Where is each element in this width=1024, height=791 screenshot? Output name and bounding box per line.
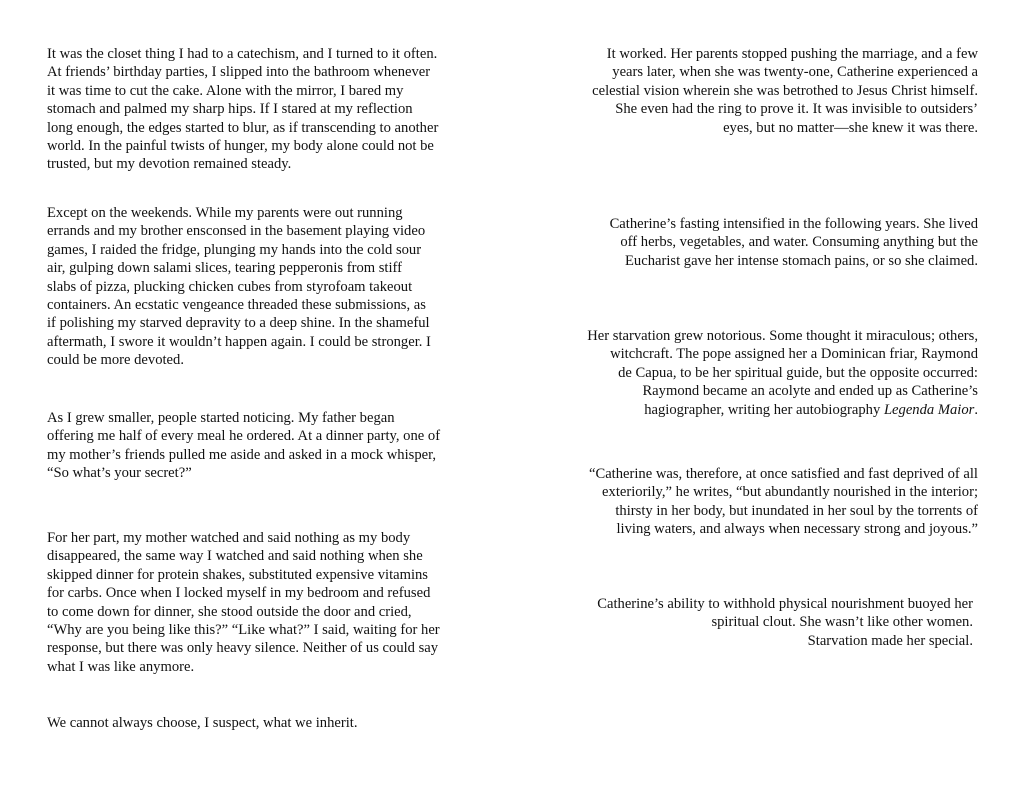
text-line: years later, when she was twenty-one, Catherine experienced a xyxy=(612,64,978,81)
text-line: slabs of pizza, plucking chicken cubes from styrofoam takeout xyxy=(47,278,413,295)
text-line: For her part, my mother watched and said nothing as my body xyxy=(47,530,411,546)
text-line: thirsty in her body, but inundated in her soul by the torrents of xyxy=(615,502,978,519)
text-line: what I was like anymore. xyxy=(47,658,195,675)
text-line: if polishing my starved depravity to a deep shine. In the shameful xyxy=(47,315,430,332)
text-line: Except on the weekends. While my parents were out running xyxy=(47,205,403,221)
text-line: witchcraft. The pope assigned her a Dominican friar, Raymond xyxy=(610,346,978,363)
paragraph-noticing xyxy=(47,409,440,483)
text-line: off herbs, vegetables, and water. Consuming anything but the xyxy=(620,234,978,251)
book-title: Legenda Maior xyxy=(883,401,975,418)
text-line: It was the closet thing I had to a catechism, and I turned to it often. xyxy=(47,46,438,62)
text-line: As I grew smaller, people started noticing. My father began xyxy=(47,410,395,426)
right-page xyxy=(545,0,978,791)
paragraph-mother xyxy=(47,529,440,676)
text-line: stomach and palmed my sharp hips. If I stared at my reflection xyxy=(47,101,413,118)
paragraph-it-worked xyxy=(592,45,978,137)
paragraph-starvation xyxy=(587,327,978,419)
paragraph-quote xyxy=(589,465,978,539)
text-line: de Capua, to be her spiritual guide, but the opposite occurred: xyxy=(618,364,978,381)
text-line: spiritual clout. She wasn’t like other women. xyxy=(711,614,973,631)
text-line: eyes, but no matter—she knew it was there. xyxy=(723,119,978,136)
text-line: living waters, and always when necessary strong and joyous.” xyxy=(616,521,978,538)
text-line: disappeared, the same way I watched and said nothing when she xyxy=(47,548,423,565)
text-line: errands and my brother ensconsed in the basement playing video xyxy=(47,223,426,240)
text-line-with-title xyxy=(587,401,978,419)
text-line: Starvation made her special. xyxy=(807,632,973,649)
text-fragment: hagiographer, writing her autobiography xyxy=(644,401,884,418)
text-line: trusted, but my devotion remained steady. xyxy=(47,156,292,173)
text-line: offering me half of every meal he ordered. At a dinner party, one of xyxy=(47,428,441,445)
text-line: Raymond became an acolyte and ended up as Catherine’s xyxy=(642,383,978,400)
paragraph-special xyxy=(597,595,973,650)
text-line: At friends’ birthday parties, I slipped into the bathroom whenever xyxy=(47,64,431,81)
text-line: It worked. Her parents stopped pushing the marriage, and a few xyxy=(606,46,978,62)
paragraph-fasting xyxy=(610,215,978,270)
text-line: games, I raided the fridge, plunging my hands into the cold sour xyxy=(47,241,422,258)
text-line: exteriorily,” he writes, “but abundantly nourished in the interior; xyxy=(602,484,978,501)
text-line: “Why are you being like this?” “Like what?” I said, waiting for her xyxy=(47,622,440,639)
text-line: skipped dinner for protein shakes, substituted expensive vitamins xyxy=(47,566,428,583)
text-line: containers. An ecstatic vengeance threaded these submissions, as xyxy=(47,297,426,314)
text-line: for carbs. Once when I locked myself in my bedroom and refused xyxy=(47,585,431,602)
paragraph-inherit xyxy=(47,714,357,732)
text-line: She even had the ring to prove it. It was invisible to outsiders’ xyxy=(615,101,978,118)
left-page xyxy=(47,0,477,791)
text-line: Her starvation grew notorious. Some thought it miraculous; others, xyxy=(587,328,978,344)
text-line: to come down for dinner, she stood outside the door and cried, xyxy=(47,603,412,620)
paragraph-catechism xyxy=(47,45,438,174)
text-line: long enough, the edges started to blur, as if transcending to another xyxy=(47,119,439,136)
text-line: air, gulping down salami slices, tearing pepperonis from stiff xyxy=(47,260,402,277)
text-line: response, but there was only heavy silence. Neither of us could say xyxy=(47,640,439,657)
text-line: Eucharist gave her intense stomach pains, or so she claimed. xyxy=(625,252,978,269)
text-line: world. In the painful twists of hunger, my body alone could not be xyxy=(47,138,434,155)
text-line: it was time to cut the cake. Alone with the mirror, I bared my xyxy=(47,82,404,99)
text-line: “So what’s your secret?” xyxy=(47,465,192,482)
text-line: could be more devoted. xyxy=(47,352,184,369)
text-line: celestial vision wherein she was betrothed to Jesus Christ himself. xyxy=(592,82,978,99)
text-line: Catherine’s ability to withhold physical nourishment buoyed her xyxy=(597,596,973,612)
text-line: “Catherine was, therefore, at once satisfied and fast deprived of all xyxy=(588,466,978,482)
text-line: aftermath, I swore it wouldn’t happen again. I could be stronger. I xyxy=(47,333,431,350)
text-line: Catherine’s fasting intensified in the following years. She lived xyxy=(609,216,978,232)
text-fragment: . xyxy=(974,401,978,418)
paragraph-weekends xyxy=(47,204,431,370)
text-line: We cannot always choose, I suspect, what we inherit. xyxy=(47,715,358,731)
text-line: my mother’s friends pulled me aside and asked in a mock whisper, xyxy=(47,446,437,463)
